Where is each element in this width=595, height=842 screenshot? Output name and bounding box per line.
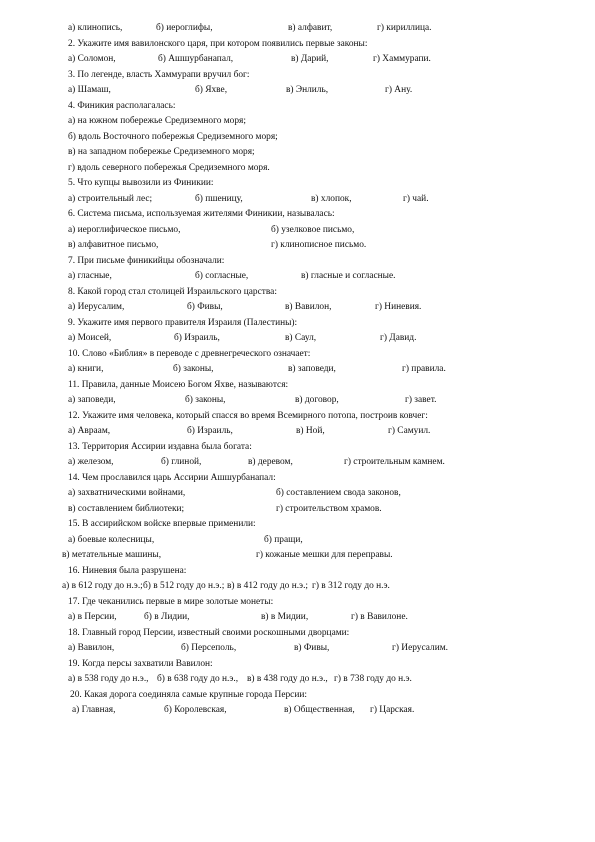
answer-option: в) метательные машины,: [62, 550, 162, 560]
text-line: [68, 69, 585, 82]
answer-option: а) в Персии,: [68, 612, 117, 622]
answer-option: а) боевые колесницы,: [68, 535, 155, 545]
answer-option: б) пращи,: [264, 535, 303, 545]
answer-option: а) Моисей,: [68, 333, 112, 343]
answer-option: а) в 538 году до н.э.,: [68, 674, 149, 684]
text-line: [68, 627, 585, 640]
answer-option: г) завет.: [405, 395, 437, 405]
answer-option: а) Главная,: [72, 705, 116, 715]
answer-option: б) Израиль,: [174, 333, 220, 343]
answer-option: г) Царская.: [370, 705, 415, 715]
question-text: 18. Главный город Персии, известный своими роскошными дворцами:: [68, 628, 350, 638]
text-line: [68, 131, 585, 144]
answer-option: а) в 612 году до н.э.;: [62, 581, 143, 591]
answer-option: в) Вавилон,: [285, 302, 332, 312]
text-line: [62, 549, 585, 562]
text-line: [72, 704, 585, 717]
text-line: [68, 332, 585, 345]
text-line: [68, 84, 585, 97]
answer-option: б) Израиль,: [187, 426, 233, 436]
text-line: [68, 115, 585, 128]
answer-option: г) строительным камнем.: [344, 457, 445, 467]
answer-option: б) законы,: [185, 395, 226, 405]
answer-option: б) составлением свода законов,: [276, 488, 401, 498]
question-text: 6. Система письма, используемая жителями Финикии, называлась:: [68, 209, 335, 219]
answer-option: а) железом,: [68, 457, 114, 467]
answer-option: б) узелковое письмо,: [271, 225, 355, 235]
answer-option: а) гласные,: [68, 271, 112, 281]
question-text: г) вдоль северного побережья Средиземного моря.: [68, 163, 270, 173]
answer-option: а) иероглифическое письмо,: [68, 225, 181, 235]
text-line: [68, 441, 585, 454]
answer-option: г) в Вавилоне.: [351, 612, 408, 622]
answer-option: а) книги,: [68, 364, 104, 374]
text-line: [68, 642, 585, 655]
text-line: [68, 270, 585, 283]
question-text: 20. Какая дорога соединяла самые крупные города Персии:: [70, 690, 307, 700]
answer-option: г) Хаммурапи.: [373, 54, 431, 64]
answer-option: г) Иерусалим.: [392, 643, 448, 653]
text-line: [68, 379, 585, 392]
text-line: [68, 22, 585, 35]
answer-option: г) Ану.: [385, 85, 413, 95]
text-line: [68, 518, 585, 531]
answer-option: в) договор,: [295, 395, 339, 405]
answer-option: а) Соломон,: [68, 54, 116, 64]
text-line: [68, 410, 585, 423]
text-line: [68, 317, 585, 330]
answer-option: а) клинопись,: [68, 23, 123, 33]
answer-option: в) составлением библиотеки;: [68, 504, 185, 514]
text-line: [68, 658, 585, 671]
answer-option: б) Фивы,: [187, 302, 223, 312]
question-text: 5. Что купцы вывозили из Финикии:: [68, 178, 214, 188]
text-line: [68, 301, 585, 314]
answer-option: в) заповеди,: [288, 364, 336, 374]
answer-option: г) в 738 году до н.э.: [334, 674, 412, 684]
answer-option: а) строительный лес;: [68, 194, 153, 204]
answer-option: в) деревом,: [248, 457, 293, 467]
answer-option: в) Дарий,: [291, 54, 329, 64]
answer-option: в) Общественная,: [284, 705, 355, 715]
answer-option: б) Ашшурбанапал,: [158, 54, 234, 64]
text-line: [68, 38, 585, 51]
text-line: [68, 472, 585, 485]
text-line: [68, 673, 585, 686]
answer-option: в) алфавит,: [288, 23, 333, 33]
answer-option: б) Персеполь,: [181, 643, 237, 653]
text-line: [68, 348, 585, 361]
text-line: [70, 689, 585, 702]
answer-option: в) в 438 году до н.э.,: [247, 674, 328, 684]
answer-option: б) иероглифы,: [156, 23, 213, 33]
text-line: [68, 425, 585, 438]
text-line: [68, 53, 585, 66]
text-line: [68, 239, 585, 252]
question-text: 9. Укажите имя первого правителя Израиля (Палестины):: [68, 318, 298, 328]
answer-option: а) Шамаш,: [68, 85, 111, 95]
answer-option: г) Самуил.: [388, 426, 431, 436]
answer-option: а) Авраам,: [68, 426, 111, 436]
question-text: 2. Укажите имя вавилонского царя, при котором появились первые законы:: [68, 39, 368, 49]
answer-option: б) согласные,: [195, 271, 249, 281]
question-text: 8. Какой город стал столицей Израильского царства:: [68, 287, 277, 297]
answer-option: в) в Мидии,: [261, 612, 309, 622]
question-text: 4. Финикия располагалась:: [68, 101, 176, 111]
answer-option: а) захватническими войнами,: [68, 488, 186, 498]
answer-option: г) Ниневия.: [375, 302, 422, 312]
answer-option: б) Королевская,: [164, 705, 227, 715]
question-text: 17. Где чеканились первые в мире золотые монеты:: [68, 597, 274, 607]
text-line: [68, 162, 585, 175]
question-text: 3. По легенде, власть Хаммурапи вручил бог:: [68, 70, 250, 80]
answer-option: г) чай.: [403, 194, 429, 204]
text-line: [68, 193, 585, 206]
answer-option: в) Ной,: [296, 426, 325, 436]
answer-option: в) Саул,: [285, 333, 317, 343]
question-text: 11. Правила, данные Моисею Богом Яхве, называются:: [68, 380, 289, 390]
answer-option: г) в 312 году до н.э.: [312, 581, 390, 591]
text-line: [68, 208, 585, 221]
text-line: [68, 611, 585, 624]
text-line: [68, 146, 585, 159]
answer-option: в) Энлиль,: [286, 85, 329, 95]
question-text: б) вдоль Восточного побережья Средиземного моря;: [68, 132, 278, 142]
answer-option: б) в 638 году до н.э.,: [157, 674, 239, 684]
answer-option: в) хлопок,: [311, 194, 352, 204]
answer-option: г) кожаные мешки для переправы.: [256, 550, 393, 560]
question-text: 12. Укажите имя человека, который спасся во время Всемирного потопа, построив ковчег:: [68, 411, 428, 421]
answer-option: а) Иерусалим,: [68, 302, 125, 312]
text-line: [68, 255, 585, 268]
answer-option: г) клинописное письмо.: [271, 240, 367, 250]
text-line: [68, 487, 585, 500]
text-line: [68, 456, 585, 469]
answer-option: в) в 412 году до н.э.;: [227, 581, 309, 591]
answer-option: г) правила.: [402, 364, 446, 374]
question-text: 13. Территория Ассирии издавна была богата:: [68, 442, 252, 452]
answer-option: а) Вавилон,: [68, 643, 115, 653]
question-text: 19. Когда персы захватили Вавилон:: [68, 659, 213, 669]
answer-option: б) в 512 году до н.э.;: [143, 581, 225, 591]
question-text: 14. Чем прославился царь Ассирии Ашшурбанапал:: [68, 473, 276, 483]
answer-option: в) алфавитное письмо,: [68, 240, 159, 250]
answer-option: г) Давид.: [380, 333, 417, 343]
question-text: 16. Ниневия была разрушена:: [68, 566, 187, 576]
question-text: 7. При письме финикийцы обозначали:: [68, 256, 225, 266]
answer-option: б) пшеницу,: [195, 194, 243, 204]
text-line: [68, 503, 585, 516]
text-line: [68, 286, 585, 299]
question-text: а) на южном побережье Средиземного моря;: [68, 116, 246, 126]
question-text: 15. В ассирийском войске впервые применили:: [68, 519, 256, 529]
answer-option: б) глиной,: [161, 457, 202, 467]
text-line: [62, 580, 585, 593]
text-line: [68, 100, 585, 113]
answer-option: г) строительством храмов.: [276, 504, 382, 514]
question-text: в) на западном побережье Средиземного моря;: [68, 147, 255, 157]
answer-option: б) в Лидии,: [144, 612, 190, 622]
question-text: 10. Слово «Библия» в переводе с древнегреческого означает:: [68, 349, 311, 359]
text-line: [68, 177, 585, 190]
text-line: [68, 565, 585, 578]
text-line: [68, 363, 585, 376]
answer-option: б) Яхве,: [195, 85, 228, 95]
answer-option: в) гласные и согласные.: [301, 271, 396, 281]
answer-option: б) законы,: [173, 364, 214, 374]
answer-option: а) заповеди,: [68, 395, 116, 405]
text-line: [68, 596, 585, 609]
text-line: [68, 534, 585, 547]
answer-option: в) Фивы,: [294, 643, 330, 653]
answer-option: г) кириллица.: [377, 23, 432, 33]
text-line: [68, 224, 585, 237]
text-line: [68, 394, 585, 407]
